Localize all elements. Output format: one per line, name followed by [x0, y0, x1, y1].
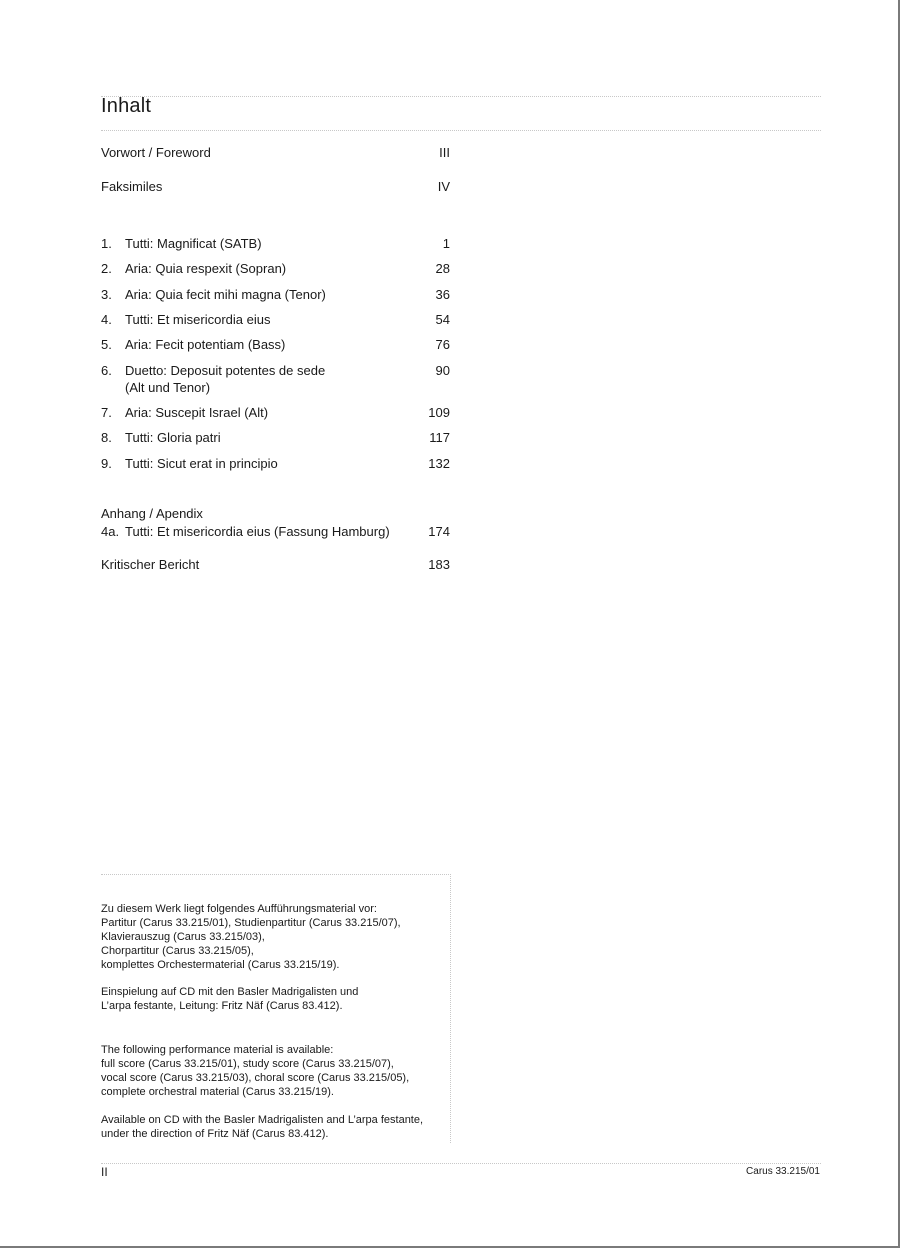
notice-line: komplettes Orchestermaterial (Carus 33.215/19).: [101, 959, 340, 971]
toc-page: 109: [428, 405, 450, 420]
toc-label: Aria: Quia respexit (Sopran): [125, 261, 287, 276]
notice-line: L’arpa festante, Leitung: Fritz Näf (Carus 83.412).: [101, 1000, 343, 1012]
toc-number: 2.: [101, 261, 112, 276]
toc-number: 3.: [101, 287, 112, 302]
performance-material-notice: [101, 874, 451, 1143]
toc-label: Tutti: Magnificat (SATB): [125, 236, 262, 251]
toc-page: 90: [435, 363, 450, 378]
toc-label: Tutti: Sicut erat in principio: [125, 456, 278, 471]
toc-page: 76: [435, 337, 450, 352]
toc-page: 36: [435, 287, 450, 302]
toc-label: Aria: Quia fecit mihi magna (Tenor): [125, 287, 326, 302]
notice-line: Klavierauszug (Carus 33.215/03),: [101, 931, 265, 943]
notice-line: vocal score (Carus 33.215/03), choral score (Carus 33.215/05),: [101, 1072, 410, 1084]
toc-label-line-1: Duetto: Deposuit potentes de sede: [125, 363, 326, 378]
toc-label: Vorwort / Foreword: [101, 145, 211, 160]
toc-label: Tutti: Et misericordia eius (Fassung Hamburg): [125, 524, 390, 539]
toc-page: IV: [437, 179, 450, 194]
toc-number: 5.: [101, 337, 112, 352]
notice-line: Partitur (Carus 33.215/01), Studienpartitur (Carus 33.215/07),: [101, 917, 401, 929]
toc-label: Tutti: Gloria patri: [125, 430, 221, 445]
notice-german-cd: [101, 985, 453, 1013]
notice-line: under the direction of Fritz Näf (Carus 83.412).: [101, 1128, 329, 1140]
footer-rule: [101, 1163, 821, 1164]
toc-number: 9.: [101, 456, 112, 471]
notice-line: Einspielung auf CD mit den Basler Madrigalisten und: [101, 986, 359, 998]
toc-page: 132: [428, 456, 450, 471]
toc-page: 174: [428, 524, 450, 539]
notice-english-material: [101, 1043, 453, 1099]
top-rule: [101, 96, 821, 97]
notice-line: Zu diesem Werk liegt folgendes Aufführungsmaterial vor:: [101, 903, 377, 915]
notice-line: full score (Carus 33.215/01), study score (Carus 33.215/07),: [101, 1058, 394, 1070]
notice-line: complete orchestral material (Carus 33.215/19).: [101, 1086, 334, 1098]
toc-number: 7.: [101, 405, 112, 420]
toc-label: Faksimiles: [101, 179, 163, 194]
toc-label: Aria: Suscepit Israel (Alt): [125, 405, 269, 420]
page-number: II: [101, 1165, 108, 1179]
title-rule: [101, 130, 821, 131]
notice-line: The following performance material is available:: [101, 1044, 334, 1056]
notice-line: Chorpartitur (Carus 33.215/05),: [101, 945, 254, 957]
toc-number: 4a.: [101, 524, 120, 539]
page-title: Inhalt: [101, 95, 152, 117]
toc-label: [125, 362, 405, 396]
toc-number: 8.: [101, 430, 112, 445]
toc-label-line-2: (Alt und Tenor): [125, 380, 211, 395]
toc-page: 54: [435, 312, 450, 327]
notice-line: Available on CD with the Basler Madrigalisten and L’arpa festante,: [101, 1114, 424, 1126]
notice-german-material: [101, 902, 453, 972]
toc-page: III: [439, 145, 450, 160]
appendix-heading: Anhang / Apendix: [101, 506, 203, 521]
toc-label: Tutti: Et misericordia eius: [125, 312, 271, 327]
toc-page: 117: [429, 430, 450, 445]
toc-page: 183: [428, 557, 450, 572]
toc-label: Aria: Fecit potentiam (Bass): [125, 337, 286, 352]
toc-label: Kritischer Bericht: [101, 557, 200, 572]
toc-number: 4.: [101, 312, 112, 327]
catalog-number: Carus 33.215/01: [746, 1166, 820, 1177]
notice-english-cd: [101, 1113, 453, 1141]
toc-number: 6.: [101, 363, 112, 378]
toc-page: 28: [435, 261, 450, 276]
toc-page: 1: [442, 236, 450, 251]
toc-row-movement-6: [101, 362, 450, 396]
toc-number: 1.: [101, 236, 112, 251]
